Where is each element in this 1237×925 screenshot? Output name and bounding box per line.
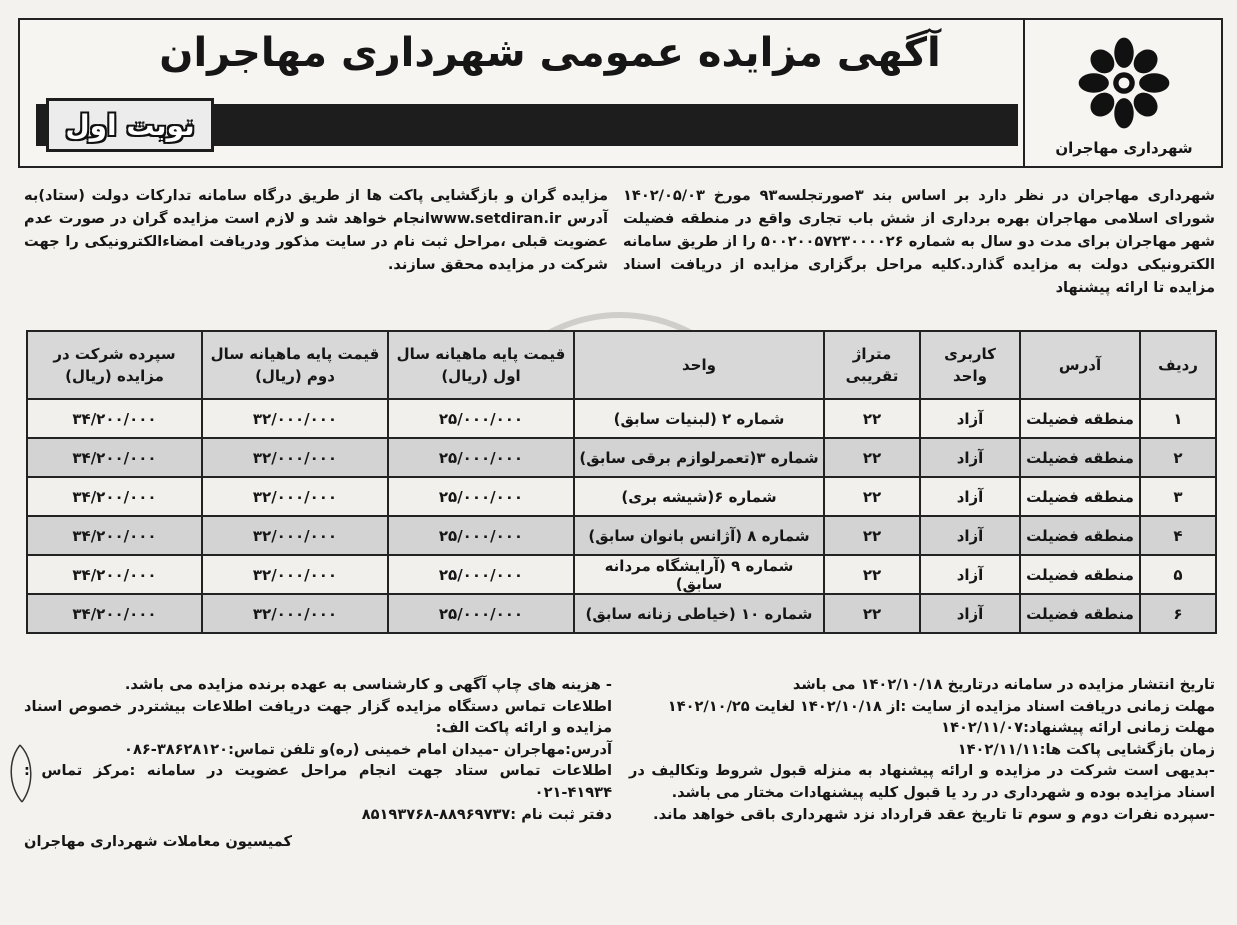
cell-deposit: ۳۴/۲۰۰/۰۰۰ (27, 399, 202, 438)
cell-usage: آزاد (920, 438, 1020, 477)
logo-caption: شهرداری مهاجران (1055, 139, 1193, 157)
cell-usage: آزاد (920, 555, 1020, 594)
cell-row-number: ۱ (1140, 399, 1216, 438)
cell-price-year1: ۲۵/۰۰۰/۰۰۰ (388, 516, 574, 555)
signature: کمیسیون معاملات شهرداری مهاجران (24, 833, 292, 851)
cell-row-number: ۶ (1140, 594, 1216, 633)
cell-deposit: ۳۴/۲۰۰/۰۰۰ (27, 477, 202, 516)
cell-usage: آزاد (920, 477, 1020, 516)
cell-unit: شماره ۹ (آرایشگاه مردانه سابق) (574, 555, 824, 594)
cell-area: ۲۲ (824, 399, 920, 438)
cell-row-number: ۵ (1140, 555, 1216, 594)
cell-price-year1: ۲۵/۰۰۰/۰۰۰ (388, 477, 574, 516)
cell-row-number: ۲ (1140, 438, 1216, 477)
cell-address: منطقه فضیلت (1020, 438, 1140, 477)
col-header-price-year1: قیمت پایه ماهیانه سال اول (ریال) (388, 331, 574, 399)
cell-area: ۲۲ (824, 477, 920, 516)
cell-area: ۲۲ (824, 594, 920, 633)
cell-price-year2: ۳۲/۰۰۰/۰۰۰ (202, 555, 388, 594)
publish-date: تاریخ انتشار مزایده در سامانه درتاریخ ۱۴۰۲/۱۰/۱۸ می باشد (792, 676, 1215, 693)
cell-deposit: ۳۴/۲۰۰/۰۰۰ (27, 555, 202, 594)
cell-address: منطقه فضیلت (1020, 399, 1140, 438)
cell-price-year2: ۳۲/۰۰۰/۰۰۰ (202, 477, 388, 516)
cell-address: منطقه فضیلت (1020, 477, 1140, 516)
terms-note: -بدیهی است شرکت در مزایده و ارائه پیشنهاد به منزله قبول شروط وتکالیف در اسناد مزایده بوده و شهرداری در رد یا قبول کلیه پیشنهادات مختار می باشد. (629, 762, 1215, 801)
cell-price-year2: ۳۲/۰۰۰/۰۰۰ (202, 594, 388, 633)
col-header-usage: کاربری واحد (920, 331, 1020, 399)
cell-area: ۲۲ (824, 516, 920, 555)
deposit-note: -سپرده نفرات دوم و سوم تا تاریخ عقد قرارداد نزد شهرداری باقی خواهد ماند. (653, 805, 1215, 823)
cell-price-year1: ۲۵/۰۰۰/۰۰۰ (388, 438, 574, 477)
cell-usage: آزاد (920, 516, 1020, 555)
col-header-unit: واحد (574, 331, 824, 399)
flower-emblem-icon (1070, 29, 1178, 137)
cell-unit: شماره ۶(شیشه بری) (574, 477, 824, 516)
col-header-area: متراژ تقریبی (824, 331, 920, 399)
cell-area: ۲۲ (824, 438, 920, 477)
address-phone: آدرس:مهاجران -میدان امام خمینی (ره)و تلفن تماس:۳۸۶۲۸۱۲۰-۰۸۶ (124, 740, 612, 758)
cell-address: منطقه فضیلت (1020, 516, 1140, 555)
cell-area: ۲۲ (824, 555, 920, 594)
details-left (24, 674, 612, 853)
table-header-row (27, 331, 1216, 399)
docs-deadline: مهلت زمانی دریافت اسناد مزایده از سایت :از ۱۴۰۲/۱۰/۱۸ لغایت ۱۴۰۲/۱۰/۲۵ (667, 697, 1215, 715)
round-label: نوبت اول (65, 108, 195, 142)
contact-info: اطلاعات تماس دستگاه مزایده گزار جهت دریافت اطلاعات بیشتردر خصوص اسناد مزایده و ارائه پاکت الف: (24, 697, 612, 737)
costs-note: - هزینه های چاپ آگهی و کارشناسی به عهده برنده مزایده می باشد. (124, 676, 612, 693)
col-header-price-year2: قیمت پایه ماهیانه سال دوم (ریال) (202, 331, 388, 399)
cell-price-year2: ۳۲/۰۰۰/۰۰۰ (202, 399, 388, 438)
cell-deposit: ۳۴/۲۰۰/۰۰۰ (27, 594, 202, 633)
cell-unit: شماره ۱۰ (خیاطی زنانه سابق) (574, 594, 824, 633)
table-row (27, 594, 1216, 633)
table-row (27, 555, 1216, 594)
registry-office: دفتر ثبت نام :۸۸۹۶۹۷۳۷-۸۵۱۹۳۷۶۸ (361, 805, 612, 823)
cell-row-number: ۴ (1140, 516, 1216, 555)
page-title: آگهی مزایده عمومی شهرداری مهاجران (159, 30, 941, 76)
col-header-deposit: سپرده شرکت در مزایده (ریال) (27, 331, 202, 399)
cell-usage: آزاد (920, 399, 1020, 438)
round-badge (46, 98, 214, 152)
table-row (27, 477, 1216, 516)
intro-text-left: مزایده گران و بازگشایی پاکت ها از طریق درگاه سامانه تدارکات دولت (ستاد)به آدرس www.setdiran.irانجام خواهد شد و لازم است مزایده گران در صورت عدم عضویت قبلی ،مراحل ثبت نام در سایت مذکور ودریافت امضاءالکترونیکی را جهت شرکت در مزایده محقق سازند. (24, 187, 608, 273)
cell-price-year1: ۲۵/۰۰۰/۰۰۰ (388, 399, 574, 438)
setad-contact: اطلاعات تماس ستاد جهت انجام مراحل عضویت در سامانه :مرکز تماس : ۴۱۹۳۴-۰۲۱ (24, 762, 612, 801)
cell-unit: شماره ۸ (آژانس بانوان سابق) (574, 516, 824, 555)
details-right (629, 674, 1215, 825)
cell-deposit: ۳۴/۲۰۰/۰۰۰ (27, 516, 202, 555)
cell-price-year2: ۳۲/۰۰۰/۰۰۰ (202, 438, 388, 477)
municipality-logo (1023, 18, 1223, 168)
cell-price-year1: ۲۵/۰۰۰/۰۰۰ (388, 555, 574, 594)
cell-usage: آزاد (920, 594, 1020, 633)
margin-mark-icon (0, 740, 40, 810)
intro-text-right: شهرداری مهاجران در نظر دارد بر اساس بند ۳صورتجلسه۹۳ مورخ ۱۴۰۲/۰۵/۰۳ شورای اسلامی مهاجران بهره برداری از شش باب تجاری واقع در منطقه فضیلت شهر مهاجران برای مدت دو سال به شماره ۵۰۰۲۰۰۵۷۲۳۰۰۰۰۲۶ را از طریق سامانه الکترونیکی دولت به مزایده گذارد.کلیه مراحل برگزاری مزایده از دریافت اسناد مزایده تا ارائه پیشنهاد (623, 187, 1215, 296)
cell-price-year1: ۲۵/۰۰۰/۰۰۰ (388, 594, 574, 633)
table-row (27, 516, 1216, 555)
cell-deposit: ۳۴/۲۰۰/۰۰۰ (27, 438, 202, 477)
cell-address: منطقه فضیلت (1020, 594, 1140, 633)
cell-row-number: ۳ (1140, 477, 1216, 516)
opening-date: زمان بازگشایی پاکت ها:۱۴۰۲/۱۱/۱۱ (957, 740, 1215, 758)
cell-unit: شماره ۳(تعمرلوازم برقی سابق) (574, 438, 824, 477)
auction-table (26, 330, 1217, 634)
table-row (27, 399, 1216, 438)
offer-deadline: مهلت زمانی ارائه پیشنهاد:۱۴۰۲/۱۱/۰۷ (941, 719, 1215, 737)
col-header-row-number: ردیف (1140, 331, 1216, 399)
table-row (27, 438, 1216, 477)
cell-price-year2: ۳۲/۰۰۰/۰۰۰ (202, 516, 388, 555)
cell-address: منطقه فضیلت (1020, 555, 1140, 594)
col-header-address: آدرس (1020, 331, 1140, 399)
cell-unit: شماره ۲ (لبنیات سابق) (574, 399, 824, 438)
